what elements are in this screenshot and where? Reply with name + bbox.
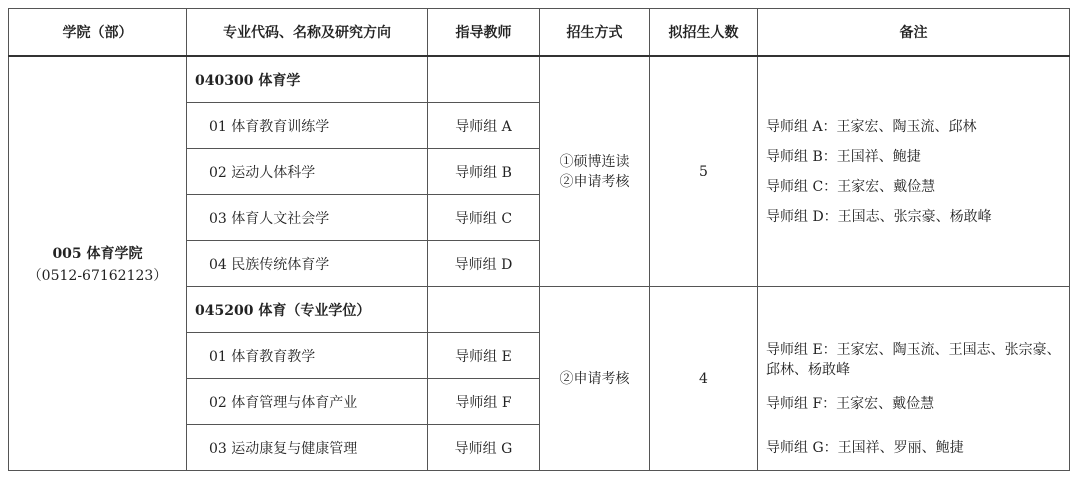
college-name: 005 体育学院 xyxy=(52,245,143,262)
direction-name: 01 体育教育教学 xyxy=(187,333,428,379)
note-line: 导师组 E：王家宏、陶玉流、王国志、张宗豪、邱林、杨敢峰 xyxy=(766,342,1061,378)
method-line: ②申请考核 xyxy=(559,173,630,190)
header-advisor: 指导教师 xyxy=(428,9,540,57)
advisor-group: 导师组 B xyxy=(428,149,540,195)
college-phone: （0512-67162123） xyxy=(27,267,168,284)
method-cell xyxy=(540,287,650,471)
direction-name: 02 体育管理与体育产业 xyxy=(187,379,428,425)
advisor-group: 导师组 G xyxy=(428,425,540,471)
notes-cell xyxy=(758,287,1070,471)
header-quota: 拟招生人数 xyxy=(650,9,758,57)
empty-cell xyxy=(428,287,540,333)
header-college: 学院（部） xyxy=(9,9,187,57)
method-line: ②申请考核 xyxy=(559,370,630,387)
table-row xyxy=(9,56,1070,103)
enrollment-table-container xyxy=(8,8,1070,471)
header-notes: 备注 xyxy=(758,9,1070,57)
quota-cell: 5 xyxy=(650,56,758,287)
note-line: 导师组 D：王国志、张宗豪、杨敢峰 xyxy=(766,208,992,225)
header-major: 专业代码、名称及研究方向 xyxy=(187,9,428,57)
note-line: 导师组 B：王国祥、鲍捷 xyxy=(766,148,921,165)
note-line: 导师组 A：王家宏、陶玉流、邱林 xyxy=(766,118,977,135)
advisor-group: 导师组 A xyxy=(428,103,540,149)
advisor-group: 导师组 E xyxy=(428,333,540,379)
header-method: 招生方式 xyxy=(540,9,650,57)
major-title: 040300 体育学 xyxy=(187,56,428,103)
table-header-row xyxy=(9,9,1070,57)
direction-name: 02 运动人体科学 xyxy=(187,149,428,195)
direction-name: 04 民族传统体育学 xyxy=(187,241,428,287)
direction-name: 03 运动康复与健康管理 xyxy=(187,425,428,471)
method-cell xyxy=(540,56,650,287)
advisor-group: 导师组 C xyxy=(428,195,540,241)
enrollment-table xyxy=(8,8,1070,471)
direction-name: 03 体育人文社会学 xyxy=(187,195,428,241)
advisor-group: 导师组 D xyxy=(428,241,540,287)
major-title: 045200 体育（专业学位） xyxy=(187,287,428,333)
college-cell xyxy=(9,56,187,471)
quota-cell: 4 xyxy=(650,287,758,471)
note-line: 导师组 G：王国祥、罗丽、鲍捷 xyxy=(766,440,964,456)
note-line: 导师组 C：王家宏、戴俭慧 xyxy=(766,178,936,195)
notes-cell xyxy=(758,56,1070,287)
method-line: ①硕博连读 xyxy=(559,153,630,170)
advisor-group: 导师组 F xyxy=(428,379,540,425)
note-line: 导师组 F：王家宏、戴俭慧 xyxy=(766,396,935,412)
empty-cell xyxy=(428,56,540,103)
direction-name: 01 体育教育训练学 xyxy=(187,103,428,149)
